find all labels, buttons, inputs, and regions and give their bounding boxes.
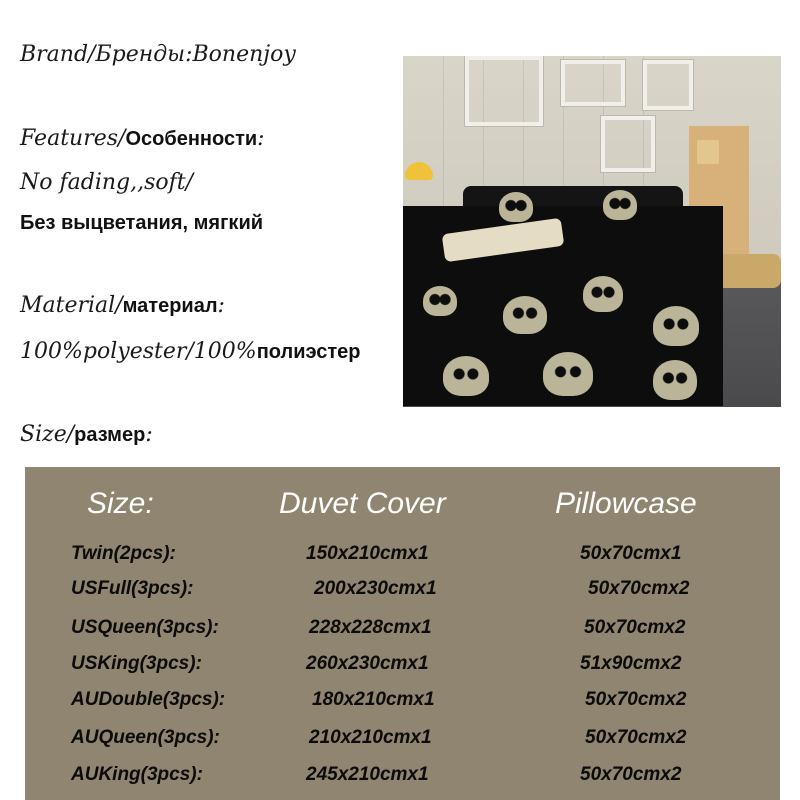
skull-pattern bbox=[503, 296, 547, 334]
material-label-line bbox=[20, 293, 225, 318]
duvet-cell: 180x210cmx1 bbox=[312, 689, 435, 710]
picture-frame bbox=[643, 60, 693, 110]
duvet-cell: 260x230cmx1 bbox=[306, 653, 429, 674]
picture-frame bbox=[465, 56, 543, 126]
skull-pattern bbox=[543, 352, 593, 396]
pillow-cell: 50x70cmx2 bbox=[580, 764, 682, 785]
material-colon: : bbox=[217, 293, 225, 318]
size-label-ru: размер bbox=[74, 424, 146, 446]
pillow-cell: 51x90cmx2 bbox=[580, 653, 682, 674]
duvet-cell: 200x230cmx1 bbox=[314, 578, 437, 599]
pillow-cell: 50x70cmx1 bbox=[580, 543, 682, 564]
features-label-ru: Особенности bbox=[125, 128, 258, 150]
table-row bbox=[25, 578, 780, 612]
material-value-ru: полиэстер bbox=[256, 341, 361, 363]
size-cell: AUQueen(3pcs): bbox=[71, 727, 220, 748]
duvet-cell: 228x228cmx1 bbox=[309, 617, 432, 638]
table-row bbox=[25, 653, 780, 687]
skull-pattern bbox=[583, 276, 623, 312]
skull-pattern bbox=[443, 356, 489, 396]
brand-line bbox=[20, 42, 296, 67]
table-row bbox=[25, 543, 780, 577]
table-row bbox=[25, 617, 780, 651]
table-row bbox=[25, 689, 780, 723]
pillow-cell: 50x70cmx2 bbox=[584, 617, 686, 638]
size-cell: USKing(3pcs): bbox=[71, 653, 202, 674]
brand-text: Brand/Бренды:Bonenjoy bbox=[20, 42, 296, 67]
size-label: Size/ bbox=[20, 422, 75, 447]
header-size: Size: bbox=[87, 487, 154, 520]
features-colon: : bbox=[257, 126, 265, 151]
material-label-ru: материал bbox=[122, 295, 218, 317]
size-cell: Twin(2pcs): bbox=[71, 543, 176, 564]
size-cell: AUKing(3pcs): bbox=[71, 764, 203, 785]
skull-pattern bbox=[653, 360, 697, 400]
material-label: Material/ bbox=[20, 293, 123, 318]
lamp bbox=[405, 162, 433, 180]
picture-frame bbox=[601, 116, 655, 172]
size-colon: : bbox=[145, 422, 153, 447]
features-value-ru: Без выцветания, мягкий bbox=[20, 212, 264, 234]
features-value-en: No fading,,soft/ bbox=[20, 170, 194, 195]
features-label-line bbox=[20, 126, 265, 151]
bedding-photo bbox=[403, 56, 781, 407]
size-cell: AUDouble(3pcs): bbox=[71, 689, 226, 710]
material-value-line bbox=[20, 339, 361, 364]
duvet-cell: 210x210cmx1 bbox=[309, 727, 432, 748]
duvet-cell: 245x210cmx1 bbox=[306, 764, 429, 785]
header-pillowcase: Pillowcase bbox=[555, 487, 697, 520]
pillow-cell: 50x70cmx2 bbox=[585, 689, 687, 710]
pillow-cell: 50x70cmx2 bbox=[585, 727, 687, 748]
table-row bbox=[25, 727, 780, 761]
duvet-cell: 150x210cmx1 bbox=[306, 543, 429, 564]
size-label-line bbox=[20, 422, 153, 447]
pillow-cell: 50x70cmx2 bbox=[588, 578, 690, 599]
header-duvet-cover: Duvet Cover bbox=[279, 487, 446, 520]
material-value: 100%polyester/100% bbox=[20, 339, 257, 364]
skull-pattern bbox=[423, 286, 457, 316]
table-row bbox=[25, 764, 780, 798]
skull-pattern bbox=[603, 190, 637, 220]
picture-frame bbox=[561, 60, 625, 106]
size-table bbox=[25, 467, 780, 800]
skull-pattern bbox=[499, 192, 533, 222]
features-label: Features/ bbox=[20, 126, 126, 151]
size-cell: USFull(3pcs): bbox=[71, 578, 194, 599]
size-cell: USQueen(3pcs): bbox=[71, 617, 219, 638]
skull-pattern bbox=[653, 306, 699, 346]
